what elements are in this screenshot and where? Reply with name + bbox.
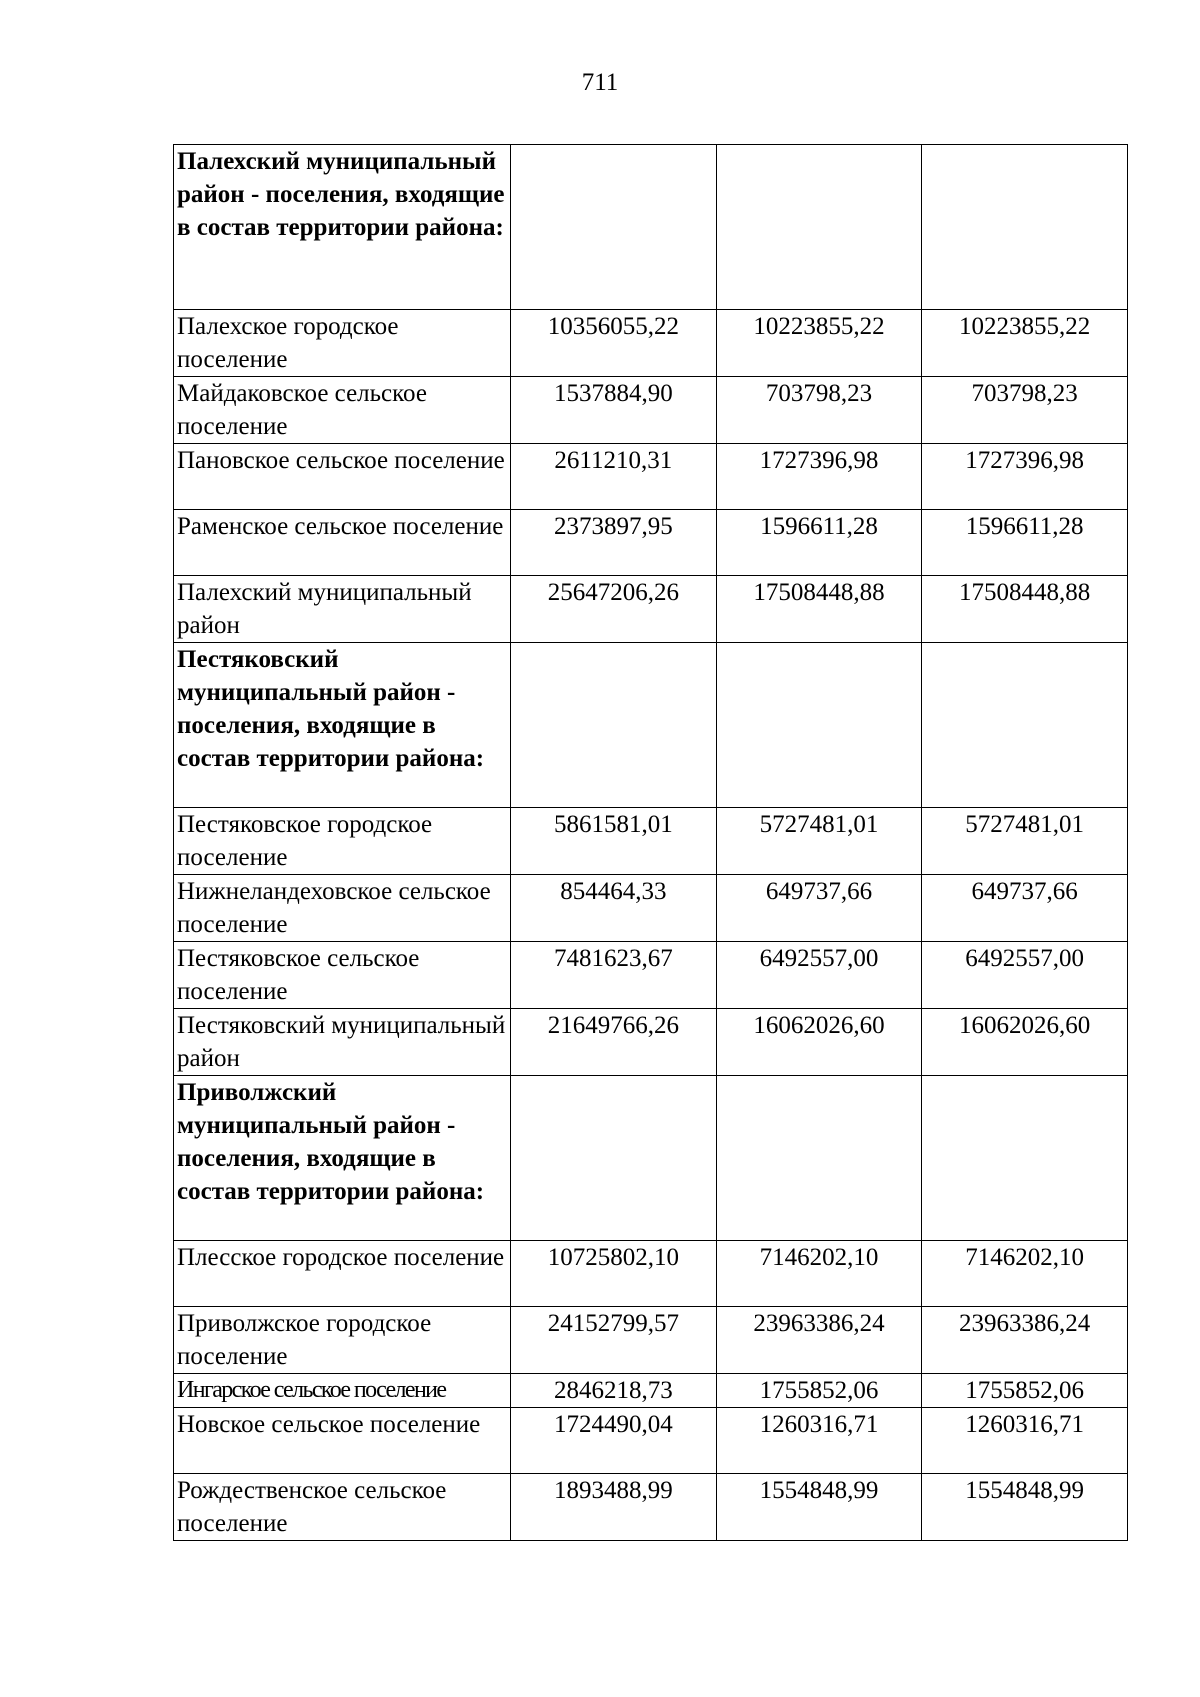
- table-row: [174, 1474, 1128, 1541]
- value-cell-1: 854464,33: [511, 875, 717, 942]
- value-cell-3: [922, 1076, 1128, 1241]
- value-cell-1: 2846218,73: [511, 1374, 717, 1408]
- settlement-name-cell: Рождественское сельское поселение: [174, 1474, 511, 1541]
- value-cell-2: 23963386,24: [716, 1307, 922, 1374]
- table-row: [174, 942, 1128, 1009]
- value-cell-1: 10356055,22: [511, 310, 717, 377]
- settlement-name-cell: Пановское сельское поселение: [174, 444, 511, 510]
- value-cell-1: 24152799,57: [511, 1307, 717, 1374]
- value-cell-2: [716, 1076, 922, 1241]
- value-cell-3: 1596611,28: [922, 510, 1128, 576]
- table-row: [174, 1241, 1128, 1307]
- value-cell-3: 703798,23: [922, 377, 1128, 444]
- table-row: [174, 1374, 1128, 1408]
- settlement-name-cell: Ингарское сельское поселение: [174, 1374, 511, 1408]
- value-cell-2: 1260316,71: [716, 1408, 922, 1474]
- page-number: 711: [581, 69, 619, 96]
- settlement-name-cell: Майдаковское сельское поселение: [174, 377, 511, 444]
- settlement-name-cell: Раменское сельское поселение: [174, 510, 511, 576]
- value-cell-1: [511, 1076, 717, 1241]
- value-cell-3: 17508448,88: [922, 576, 1128, 643]
- value-cell-3: [922, 643, 1128, 808]
- table-row: [174, 1408, 1128, 1474]
- value-cell-3: 1755852,06: [922, 1374, 1128, 1408]
- value-cell-2: [716, 145, 922, 310]
- value-cell-1: 1537884,90: [511, 377, 717, 444]
- settlement-name-cell: Пестяковский муниципальный район: [174, 1009, 511, 1076]
- value-cell-3: 23963386,24: [922, 1307, 1128, 1374]
- value-cell-1: [511, 145, 717, 310]
- value-cell-2: 703798,23: [716, 377, 922, 444]
- value-cell-3: 649737,66: [922, 875, 1128, 942]
- value-cell-1: [511, 643, 717, 808]
- budget-table: [173, 144, 1128, 1541]
- settlement-name-cell: Палехское городское поселение: [174, 310, 511, 377]
- value-cell-3: 10223855,22: [922, 310, 1128, 377]
- table-row: [174, 510, 1128, 576]
- value-cell-1: 7481623,67: [511, 942, 717, 1009]
- settlement-name-cell: Плесское городское поселение: [174, 1241, 511, 1307]
- section-title-cell: Палехский муниципальный район - поселения, входящие в состав территории района:: [174, 145, 511, 310]
- table-row: [174, 576, 1128, 643]
- value-cell-2: [716, 643, 922, 808]
- value-cell-1: 2611210,31: [511, 444, 717, 510]
- value-cell-1: 2373897,95: [511, 510, 717, 576]
- value-cell-2: 1554848,99: [716, 1474, 922, 1541]
- table-row: [174, 808, 1128, 875]
- value-cell-2: 1755852,06: [716, 1374, 922, 1408]
- settlement-name-cell: Приволжское городское поселение: [174, 1307, 511, 1374]
- settlement-name-cell: Пестяковское сельское поселение: [174, 942, 511, 1009]
- value-cell-2: 16062026,60: [716, 1009, 922, 1076]
- table-row: [174, 1307, 1128, 1374]
- value-cell-2: 10223855,22: [716, 310, 922, 377]
- value-cell-2: 5727481,01: [716, 808, 922, 875]
- value-cell-3: 16062026,60: [922, 1009, 1128, 1076]
- value-cell-3: 1260316,71: [922, 1408, 1128, 1474]
- value-cell-1: 5861581,01: [511, 808, 717, 875]
- value-cell-2: 6492557,00: [716, 942, 922, 1009]
- settlement-name-cell: Палехский муниципальный район: [174, 576, 511, 643]
- value-cell-1: 25647206,26: [511, 576, 717, 643]
- value-cell-1: 1893488,99: [511, 1474, 717, 1541]
- value-cell-1: 1724490,04: [511, 1408, 717, 1474]
- value-cell-3: 1554848,99: [922, 1474, 1128, 1541]
- value-cell-2: 649737,66: [716, 875, 922, 942]
- section-header-row: [174, 1076, 1128, 1241]
- table-row: [174, 377, 1128, 444]
- value-cell-3: 5727481,01: [922, 808, 1128, 875]
- settlement-name-cell: Новское сельское поселение: [174, 1408, 511, 1474]
- table-row: [174, 444, 1128, 510]
- value-cell-2: 1727396,98: [716, 444, 922, 510]
- value-cell-1: 10725802,10: [511, 1241, 717, 1307]
- value-cell-2: 7146202,10: [716, 1241, 922, 1307]
- value-cell-3: 1727396,98: [922, 444, 1128, 510]
- value-cell-2: 1596611,28: [716, 510, 922, 576]
- section-title-cell: Пестяковский муниципальный район - поселения, входящие в состав территории района:: [174, 643, 511, 808]
- section-title-cell: Приволжский муниципальный район - поселения, входящие в состав территории района:: [174, 1076, 511, 1241]
- table-row: [174, 1009, 1128, 1076]
- value-cell-3: [922, 145, 1128, 310]
- table-row: [174, 310, 1128, 377]
- settlement-name-cell: Пестяковское городское поселение: [174, 808, 511, 875]
- value-cell-2: 17508448,88: [716, 576, 922, 643]
- settlement-name-cell: Нижнеландеховское сельское поселение: [174, 875, 511, 942]
- value-cell-3: 7146202,10: [922, 1241, 1128, 1307]
- section-header-row: [174, 145, 1128, 310]
- value-cell-3: 6492557,00: [922, 942, 1128, 1009]
- table-row: [174, 875, 1128, 942]
- value-cell-1: 21649766,26: [511, 1009, 717, 1076]
- table-body: [174, 145, 1128, 1541]
- section-header-row: [174, 643, 1128, 808]
